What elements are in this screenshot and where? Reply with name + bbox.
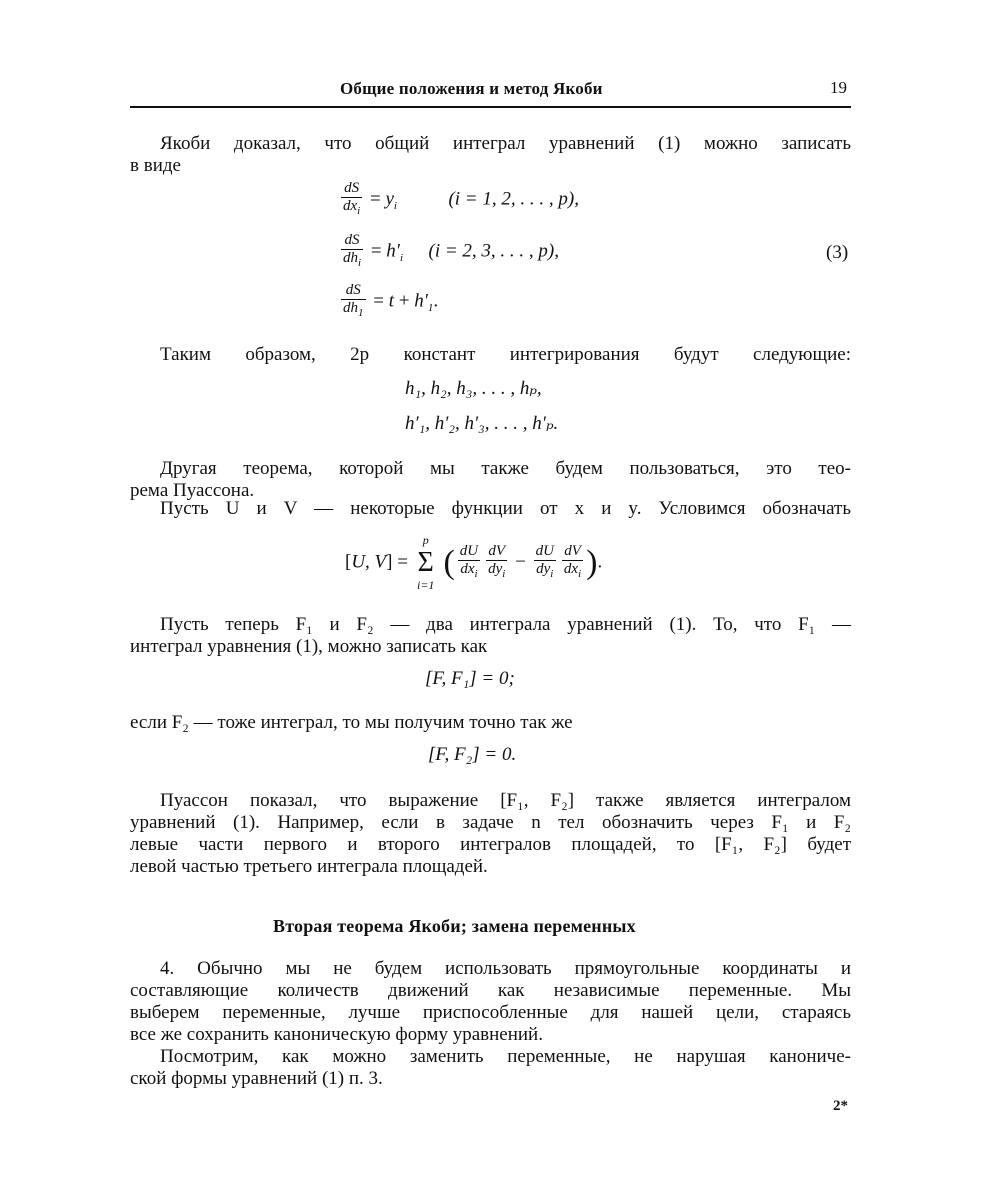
section-heading: Вторая теорема Якоби; замена переменных [273, 916, 636, 936]
paragraph-change-variables [130, 1046, 851, 1090]
text-line: Пусть теперь F₁ и F₂ — два интеграла уравнений (1). То, что F₁ — [160, 614, 851, 635]
text-line: составляющие количеств движений как независимые переменные. Мы [130, 980, 851, 1001]
constants-row-2: h′₁, h′₂, h′₃, . . . , h′ₚ. [405, 413, 559, 434]
text-line: интеграл уравнения (1), можно записать как [130, 636, 488, 657]
equation-range-2: (i = 2, 3, . . . , p), [428, 240, 560, 262]
constants-row-1: h₁, h₂, h₃, . . . , hₚ, [405, 378, 542, 399]
paragraph-variables [130, 958, 851, 1046]
paragraph-bracket-definition [130, 498, 851, 520]
text-line: Таким образом, 2p констант интегрирования будут следующие: [160, 344, 851, 365]
header-rule [130, 106, 851, 108]
paragraph-poisson-result [130, 790, 851, 878]
text-line: Пусть U и V — некоторые функции от x и y. Условимся обозначать [160, 498, 851, 519]
signature-mark: 2* [833, 1098, 848, 1114]
text-line: Другая теорема, которой мы также будем пользоваться, это тео- [160, 458, 851, 479]
paragraph-integrals [130, 614, 851, 658]
text-line: Посмотрим, как можно заменить переменные, не нарушая канониче- [160, 1046, 851, 1067]
paragraph-poisson-theorem [130, 458, 851, 502]
text-line: если F₂ — тоже интеграл, то мы получим точно так же [130, 712, 573, 733]
paragraph-jacobi-proof [130, 133, 851, 177]
equation-row-2: $\frac{dS}{dh_i}$ = $h'_i$ (i = 2, 3, . . . , p), [343, 232, 560, 269]
paragraph-second-integral [130, 712, 851, 734]
paragraph-constants-intro [130, 344, 851, 366]
text-line: левые части первого и второго интегралов площадей, то [F₁, F₂] будет [130, 834, 851, 855]
text-line: уравнений (1). Например, если в задаче n тел обозначить через F₁ и F₂ [130, 812, 851, 833]
text-line: 4. Обычно мы не будем использовать прямоугольные координаты и [160, 958, 851, 979]
text-line: Якоби доказал, что общий интеграл уравнений (1) можно записать [160, 133, 851, 154]
poisson-bracket-formula: [U, V] = p Σ i=1 ( $\frac{dU}{dx_i}$ $\frac{dV}{dy_i}$ − $\frac{dU}{dy_i}$ $\frac{dV}{dx_i}$ ). [345, 533, 603, 592]
equation-row-3: $\frac{dS}{dh_1}$ = $t + h'_1$. [343, 282, 439, 319]
text-line: в виде [130, 155, 181, 176]
text-line: все же сохранить каноническую форму уравнений. [130, 1024, 543, 1045]
equation-range-1: (i = 1, 2, . . . , p), [448, 188, 579, 210]
page-number: 19 [830, 78, 847, 97]
equation-row-1: $\frac{dS}{dx_i}$ = $y_i$ (i = 1, 2, . . . , p), [343, 180, 579, 217]
text-line: левой частью третьего интеграла площадей. [130, 856, 488, 877]
text-line: Пуассон показал, что выражение [F₁, F₂] также является интегралом [160, 790, 851, 811]
equation-number: (3) [826, 242, 849, 263]
text-line: рема Пуассона. [130, 480, 255, 501]
equation-f1: [F, F₁] = 0; [425, 668, 515, 689]
text-line: ской формы уравнений (1) п. 3. [130, 1068, 383, 1089]
running-title: Общие положения и метод Якоби [340, 79, 603, 98]
text-line: выберем переменные, лучше приспособленные для нашей цели, стараясь [130, 1002, 851, 1023]
equation-f2: [F, F₂] = 0. [428, 744, 517, 765]
